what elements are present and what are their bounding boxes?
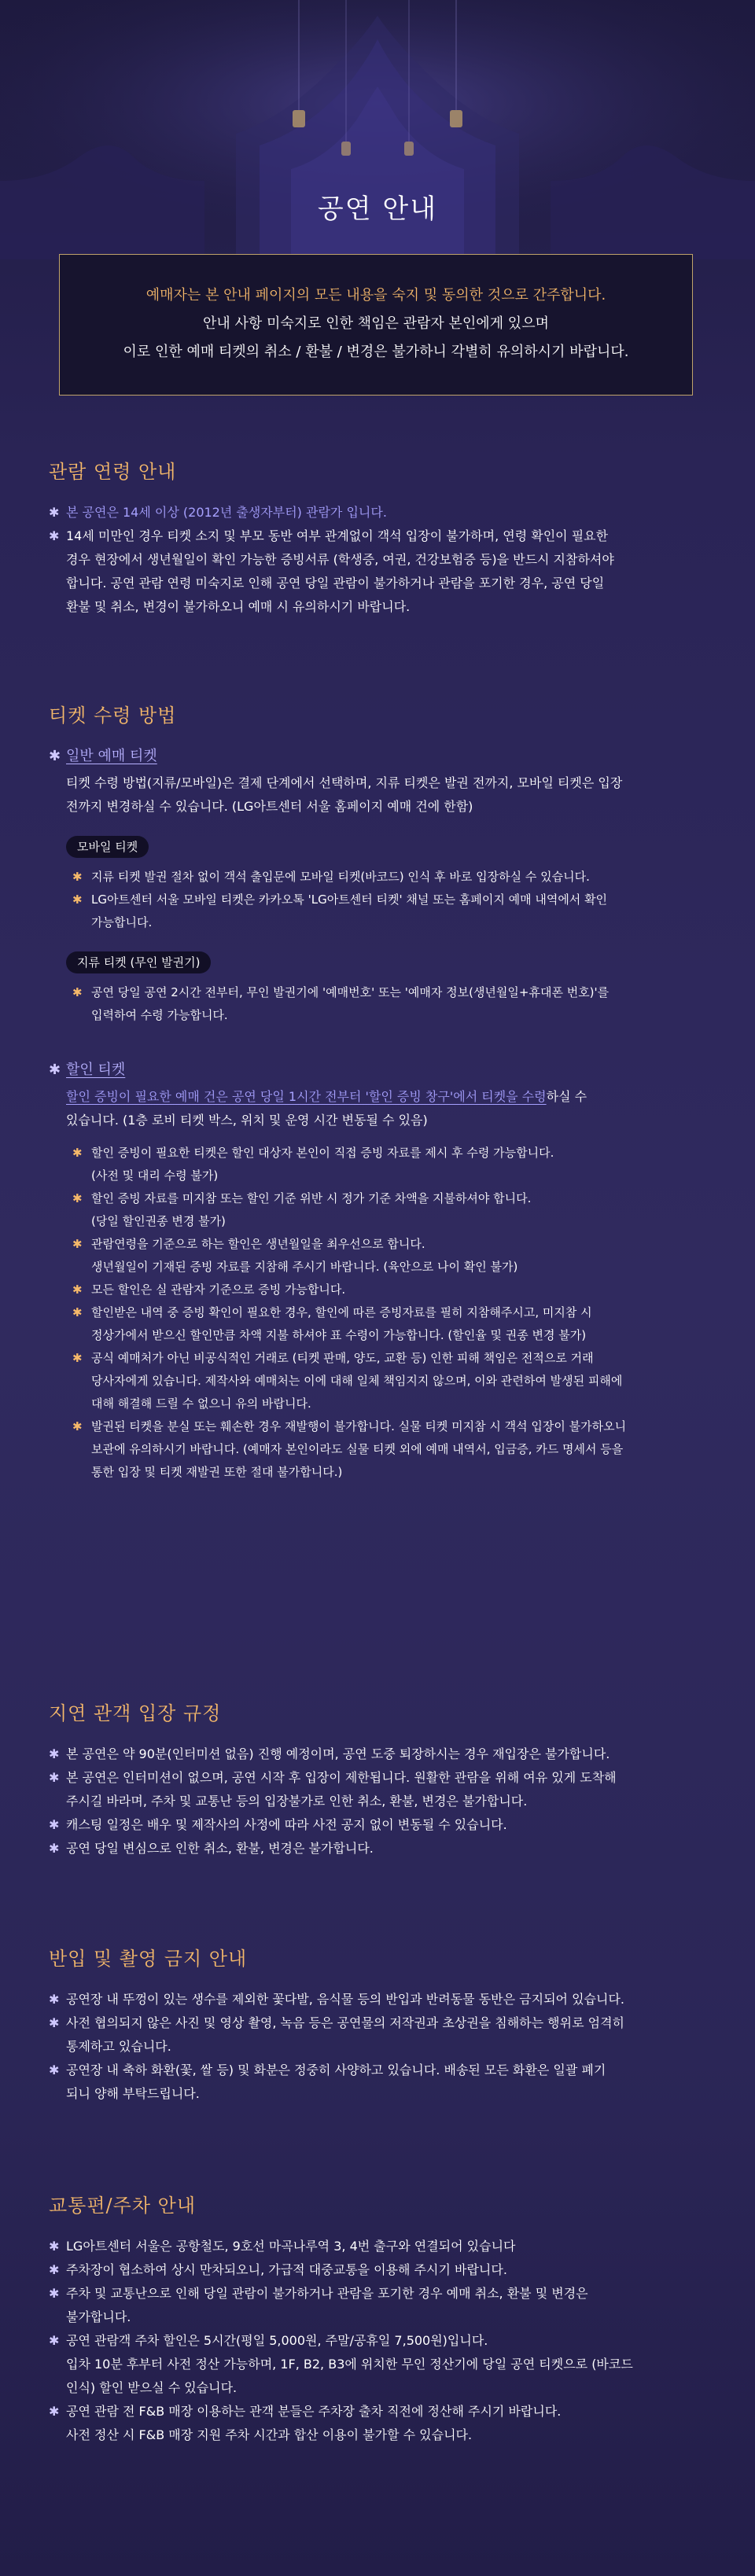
- bullet-item: ✱ 주차장이 협소하여 상시 만차되오니, 가급적 대중교통을 이용해 주시기 바랍니다.: [49, 2258, 709, 2282]
- paper-ticket-badge: 지류 티켓 (무인 발권기): [66, 951, 211, 973]
- bullet-item: [49, 524, 709, 619]
- age-section: [49, 458, 709, 619]
- section-title: 지연 관객 입장 규정: [49, 1702, 222, 1724]
- asterisk-icon: ✱: [72, 1282, 83, 1297]
- section-title: 관람 연령 안내: [49, 461, 177, 483]
- bullet-item: ✱ 할인 증빙 자료를 미지참 또는 할인 기준 위반 시 정가 기준 차액을 지불하셔야 합니다. (당일 할인권종 변경 불가): [49, 1187, 709, 1233]
- asterisk-icon: ✱: [49, 2015, 60, 2030]
- ticket-section: [49, 702, 709, 1484]
- bullet-item: ✱ 공연장 내 뚜껑이 있는 생수를 제외한 꽃다발, 음식물 등의 반입과 반려동물 동반은 금지되어 있습니다.: [49, 1988, 709, 2011]
- asterisk-icon: ✱: [72, 1351, 83, 1365]
- section-title: 교통편/주차 안내: [49, 2195, 197, 2217]
- bullet-text: 14세 미만인 경우 티켓 소지 및 부모 동반 여부 관계없이 객석 입장이 불가하며, 연령 확인이 필요한: [66, 528, 609, 543]
- bullet-item: ✱ 지류 티켓 발권 절차 없이 객석 출입문에 모바일 티켓(바코드) 인식 후 바로 입장하실 수 있습니다.: [49, 866, 709, 889]
- bullet-text: 환불 및 취소, 변경이 불가하오니 예매 시 유의하시기 바랍니다.: [66, 599, 411, 614]
- asterisk-icon: ✱: [72, 870, 83, 884]
- bullet-item: ✱ 할인 증빙이 필요한 티켓은 할인 대상자 본인이 직접 증빙 자료를 제시 후 수령 가능합니다. (사전 및 대리 수령 불가): [49, 1142, 709, 1187]
- bullet-item: ✱ 주차 및 교통난으로 인해 당일 관람이 불가하거나 관람을 포기한 경우 예매 취소, 환불 및 변경은 불가합니다.: [49, 2282, 709, 2329]
- bullet-item: ✱ 공연 당일 공연 2시간 전부터, 무인 발권기에 '예매번호' 또는 '예매자 정보(생년월일+휴대폰 번호)'를 입력하여 수령 가능합니다.: [49, 981, 709, 1027]
- bullet-item: ✱ 사전 협의되지 않은 사진 및 영상 촬영, 녹음 등은 공연물의 저작권과 초상권을 침해하는 행위로 엄격히 통제하고 있습니다.: [49, 2011, 709, 2059]
- asterisk-icon: ✱: [72, 1237, 83, 1251]
- asterisk-icon: ✱: [49, 1992, 60, 2007]
- asterisk-icon: ✱: [72, 1191, 83, 1205]
- asterisk-icon: ✱: [49, 1746, 60, 1761]
- mobile-ticket-badge: 모바일 티켓: [66, 836, 149, 858]
- asterisk-icon: ✱: [72, 1419, 83, 1433]
- traffic-section: [49, 2192, 709, 2447]
- asterisk-icon: ✱: [72, 1146, 83, 1160]
- bullet-item: ✱ 공연장 내 축하 화환(꽃, 쌀 등) 및 화분은 정중히 사양하고 있습니다. 배송된 모든 화환은 일괄 폐기 되니 양해 부탁드립니다.: [49, 2059, 709, 2106]
- paragraph: 있습니다. (1층 로비 티켓 박스, 위치 및 운영 시간 변동될 수 있음): [66, 1113, 428, 1128]
- bullet-item: ✱ 할인받은 내역 중 증빙 확인이 필요한 경우, 할인에 따른 증빙자료를 필히 지참해주시고, 미지참 시 정상가에서 받으신 할인만큼 차액 지불 하셔야 표 수령이 가능합니다. (할인율 및 권종 변경 불가): [49, 1301, 709, 1347]
- section-title: 반입 및 촬영 금지 안내: [49, 1948, 248, 1970]
- section-title: 티켓 수령 방법: [49, 705, 177, 727]
- bullet-item: ✱ 공연 당일 변심으로 인한 취소, 환불, 변경은 불가합니다.: [49, 1837, 709, 1860]
- asterisk-icon: ✱: [49, 1062, 61, 1078]
- bullet-item: [49, 501, 709, 524]
- bullet-item: ✱ LG아트센터 서울 모바일 티켓은 카카오톡 'LG아트센터 티켓' 채널 또는 홈페이지 예매 내역에서 확인 가능합니다.: [49, 889, 709, 934]
- bullet-item: ✱ 캐스팅 일정은 배우 및 제작사의 사정에 따라 사전 공지 없이 변동될 수 있습니다.: [49, 1813, 709, 1837]
- asterisk-icon: ✱: [49, 505, 60, 520]
- asterisk-icon: ✱: [72, 892, 83, 907]
- asterisk-icon: ✱: [49, 2239, 60, 2254]
- bullet-item: ✱ 공연 관람 전 F&B 매장 이용하는 관객 분들은 주차장 출차 직전에 정산해 주시기 바랍니다. 사전 정산 시 F&B 매장 지원 주차 시간과 합산 이용이 불가할 수 있습니다.: [49, 2400, 709, 2447]
- asterisk-icon: ✱: [49, 2286, 60, 2301]
- bullet-item: ✱ 모든 할인은 실 관람자 기준으로 증빙 가능합니다.: [49, 1279, 709, 1301]
- asterisk-icon: ✱: [49, 1841, 60, 1856]
- discount-ticket-title: ✱ 할인 티켓: [49, 1058, 709, 1082]
- notice-line: 안내 사항 미숙지로 인한 책임은 관람자 본인에게 있으며: [203, 315, 549, 332]
- asterisk-icon: ✱: [49, 748, 61, 764]
- asterisk-icon: ✱: [49, 528, 60, 543]
- notice-line: 이로 인한 예매 티켓의 취소 / 환불 / 변경은 불가하니 각별히 유의하시기 바랍니다.: [123, 344, 629, 360]
- bullet-item: ✱ 본 공연은 약 90분(인터미션 없음) 진행 예정이며, 공연 도중 퇴장하시는 경우 재입장은 불가합니다.: [49, 1742, 709, 1766]
- bullet-item: ✱ 발권된 티켓을 분실 또는 훼손한 경우 재발행이 불가합니다. 실물 티켓 미지참 시 객석 입장이 불가하오니 보관에 유의하시기 바랍니다. (예매자 본인이라도 실물 티켓 외에 예매 내역서, 입금증, 카드 명세서 등을 통한 입장 및 티켓 재발권 또한 절대 불가합니다.): [49, 1415, 709, 1484]
- asterisk-icon: ✱: [49, 2063, 60, 2077]
- bullet-item: ✱ 본 공연은 인터미션이 없으며, 공연 시작 후 입장이 제한됩니다. 원활한 관람을 위해 여유 있게 도착해 주시길 바라며, 주차 및 교통난 등의 입장불가로 인한 취소, 환불, 변경은 불가합니다.: [49, 1766, 709, 1813]
- asterisk-icon: ✱: [49, 2404, 60, 2419]
- paragraph: 티켓 수령 방법(지류/모바일)은 결제 단계에서 선택하며, 지류 티켓은 발권 전까지, 모바일 티켓은 입장: [66, 775, 623, 790]
- bullet-text: 합니다. 공연 관람 연령 미숙지로 인해 공연 당일 관람이 불가하거나 관람을 포기한 경우, 공연 당일: [66, 576, 605, 591]
- paragraph: 할인 증빙이 필요한 예매 건은 공연 당일 1시간 전부터 '할인 증빙 창구'에서 티켓을 수령하실 수: [66, 1089, 587, 1104]
- asterisk-icon: ✱: [72, 985, 83, 999]
- bullet-item: ✱ 관람연령을 기준으로 하는 할인은 생년월일을 최우선으로 합니다. 생년월일이 기재된 증빙 자료를 지참해 주시기 바랍니다. (육안으로 나이 확인 불가): [49, 1233, 709, 1279]
- notice-line: 예매자는 본 안내 페이지의 모든 내용을 숙지 및 동의한 것으로 간주합니다.: [145, 287, 606, 304]
- discount-note-highlight: 할인 증빙이 필요한 예매 건은 공연 당일 1시간 전부터 '할인 증빙 창구'에서 티켓을 수령: [66, 1089, 547, 1104]
- bullet-item: ✱ LG아트센터 서울은 공항철도, 9호선 마곡나루역 3, 4번 출구와 연결되어 있습니다: [49, 2235, 709, 2258]
- asterisk-icon: ✱: [72, 1305, 83, 1319]
- asterisk-icon: ✱: [49, 2262, 60, 2277]
- bullet-text: 본 공연은 14세 이상 (2012년 출생자부터) 관람가 입니다.: [66, 505, 387, 520]
- general-ticket-title: ✱ 일반 예매 티켓: [49, 745, 709, 768]
- asterisk-icon: ✱: [49, 1770, 60, 1785]
- asterisk-icon: ✱: [49, 1817, 60, 1832]
- late-entry-section: [49, 1700, 709, 1860]
- page-title: 공연 안내: [317, 193, 438, 225]
- notice-box: [59, 254, 693, 396]
- bullet-item: ✱ 공식 예매처가 아닌 비공식적인 거래로 (티켓 판매, 양도, 교환 등) 인한 피해 책임은 전적으로 거래 당사자에게 있습니다. 제작사와 예매처는 이에 대해 일체 책임지지 않으며, 이와 관련하여 발생된 피해에 대해 해결해 드릴 수 없으니 유의 바랍니다.: [49, 1347, 709, 1415]
- paragraph: 전까지 변경하실 수 있습니다. (LG아트센터 서울 홈페이지 예매 건에 한함): [66, 799, 473, 814]
- prohibited-section: [49, 1945, 709, 2106]
- asterisk-icon: ✱: [49, 2333, 60, 2348]
- bullet-text: 경우 현장에서 생년월일이 확인 가능한 증빙서류 (학생증, 여권, 건강보험증 등)을 반드시 지참하셔야: [66, 552, 614, 567]
- bullet-item: ✱ 공연 관람객 주차 할인은 5시간(평일 5,000원, 주말/공휴일 7,500원)입니다. 입차 10분 후부터 사전 정산 가능하며, 1F, B2, B3에 위치한 무인 정산기에 당일 공연 티켓으로 (바코드 인식) 할인 받으실 수 있습니다.: [49, 2329, 709, 2400]
